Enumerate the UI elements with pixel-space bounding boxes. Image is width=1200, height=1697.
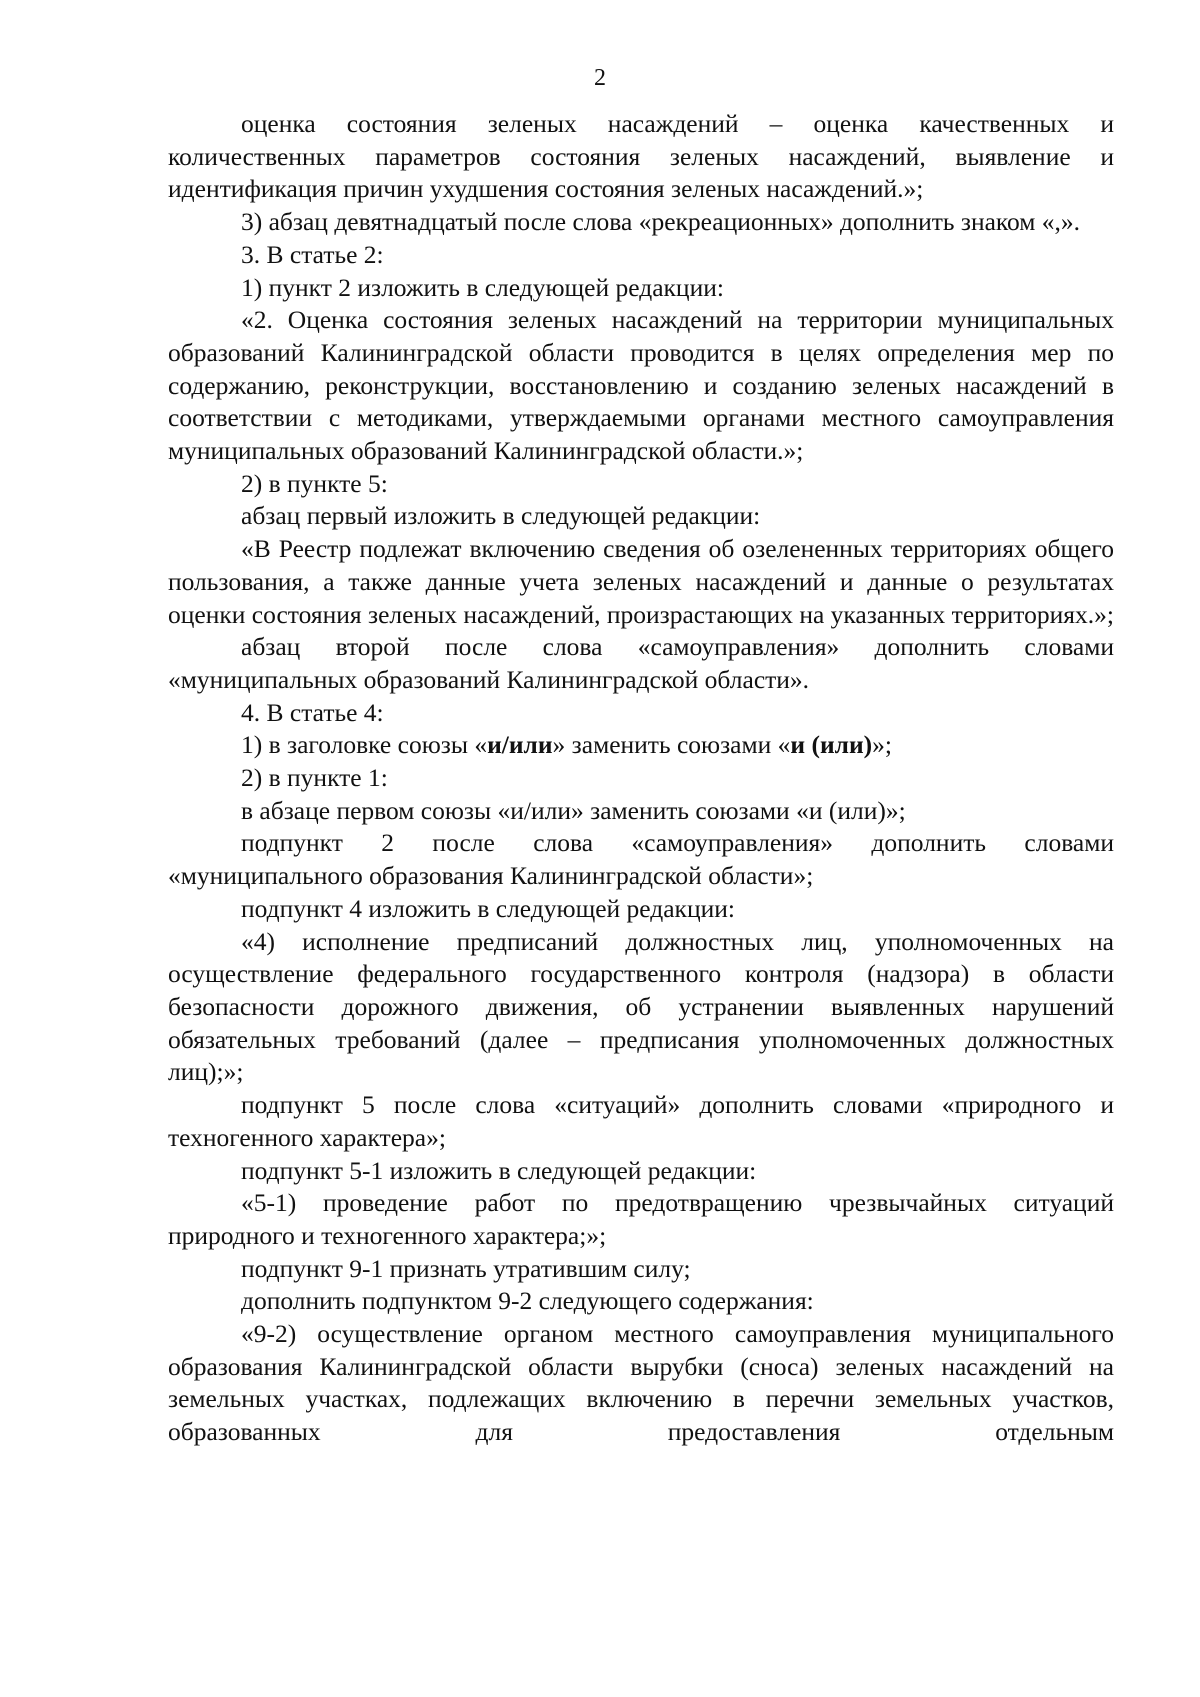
paragraph-article-2-item-2: 2) в пункте 5: xyxy=(241,468,388,498)
bold-term-and-or-replacement: и (или) xyxy=(790,730,873,760)
paragraph-subitem-5-1-content: «5-1) проведение работ по предотвращению чрезвычайных ситуаций природного и техногенного характера;»; xyxy=(168,1188,1114,1250)
paragraph-article-4-heading: 4. В статье 4: xyxy=(241,697,384,727)
paragraph-article-2-clause-2: «2. Оценка состояния зеленых насаждений на территории муниципальных образований Калининградской области проводится в целях определения мер по содержанию, реконструкции, восстановлению и созданию зеленых насаждений в соответствии с методиками, утверждаемыми органами местного самоуправления муниципальных образований Калининградской области.»; xyxy=(168,305,1114,466)
text-fragment: 1) в заголовке союзы « xyxy=(241,730,488,760)
paragraph-subitem-5: подпункт 5 после слова «ситуаций» дополнить словами «природного и техногенного характера»; xyxy=(168,1090,1114,1152)
paragraph-article-4-item-1 xyxy=(168,729,1114,762)
paragraph-abzac-second-edit: абзац второй после слова «самоуправления» дополнить словами «муниципальных образований Калининградской области». xyxy=(168,632,1114,694)
paragraph-subitem-9-1: подпункт 9-1 признать утратившим силу; xyxy=(241,1253,691,1283)
paragraph-article-4-item-2: 2) в пункте 1: xyxy=(241,763,388,793)
paragraph-abzac-first-conjunctions: в абзаце первом союзы «и/или» заменить союзами «и (или)»; xyxy=(241,795,906,825)
paragraph-article-2-item-1: 1) пункт 2 изложить в следующей редакции: xyxy=(241,272,724,302)
paragraph-assessment-definition: оценка состояния зеленых насаждений – оценка качественных и количественных параметров состояния зеленых насаждений, выявление и идентификация причин ухудшения состояния зеленых насаждений.»; xyxy=(168,109,1114,204)
bold-term-and-or: и/или xyxy=(487,730,553,760)
paragraph-subitem-4-edit: подпункт 4 изложить в следующей редакции: xyxy=(241,893,735,923)
paragraph-subitem-4-content: «4) исполнение предписаний должностных лиц, уполномоченных на осуществление федерального государственного контроля (надзора) в области безопасности дорожного движения, об устранении выявленных нарушений обязательных требований (далее – предписания уполномоченных должностных лиц);»; xyxy=(168,926,1114,1087)
paragraph-article-2-heading: 3. В статье 2: xyxy=(241,239,384,269)
paragraph-subitem-2: подпункт 2 после слова «самоуправления» дополнить словами «муниципального образования Калининградской области»; xyxy=(168,828,1114,891)
text-fragment: » заменить союзами « xyxy=(552,730,791,760)
text-fragment: »; xyxy=(872,730,892,760)
page-number: 2 xyxy=(594,65,606,91)
paragraph-abzac-first-edit: абзац первый изложить в следующей редакции: xyxy=(241,501,761,531)
paragraph-subitem-5-1-edit: подпункт 5-1 изложить в следующей редакции: xyxy=(241,1155,757,1185)
paragraph-subitem-9-2-add: дополнить подпунктом 9-2 следующего содержания: xyxy=(241,1286,814,1316)
paragraph-subitem-9-2-content: «9-2) осуществление органом местного самоуправления муниципального образования Калининградской области вырубки (сноса) зеленых насаждений на земельных участках, подлежащих включению в перечни земельных участков, образованных для предоставления отдельным xyxy=(168,1319,1114,1447)
document-body xyxy=(168,108,1114,1449)
paragraph-item-3-abzac: 3) абзац девятнадцатый после слова «рекреационных» дополнить знаком «,». xyxy=(241,207,1081,237)
paragraph-registry-content: «В Реестр подлежат включению сведения об озелененных территориях общего пользования, а также данные учета зеленых насаждений и данные о результатах оценки состояния зеленых насаждений, произрастающих на указанных территориях.»; xyxy=(168,534,1114,629)
